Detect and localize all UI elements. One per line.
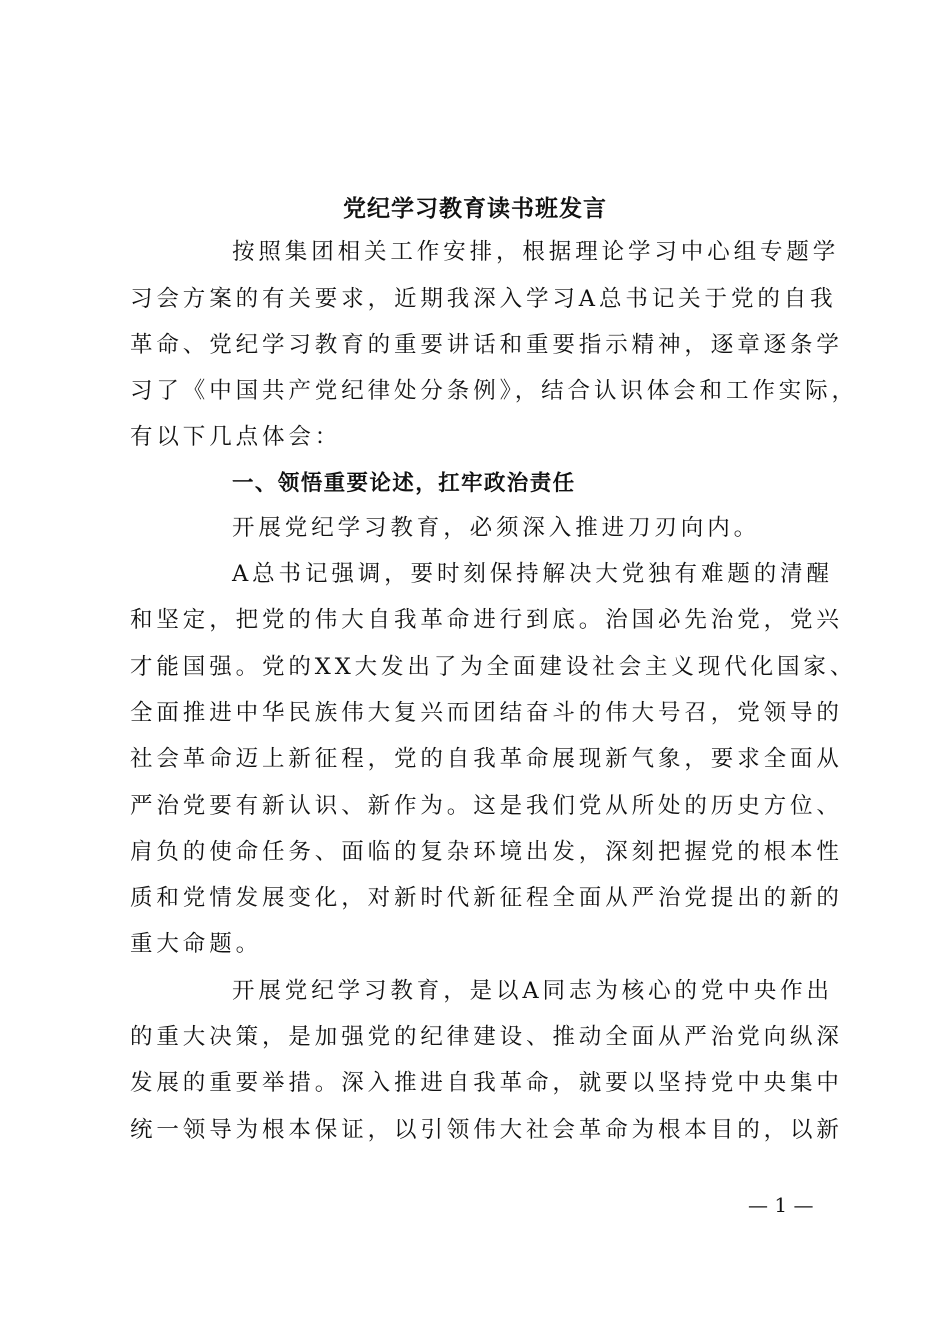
text-line: 肩负的使命任务、面临的复杂环境出发，深刻把握党的根本性 — [130, 839, 843, 865]
text-line: 的重大决策，是加强党的纪律建设、推动全面从严治党向纵深 — [130, 1024, 843, 1050]
text-line: 和坚定，把党的伟大自我革命进行到底。治国必先治党，党兴 — [130, 607, 843, 633]
text-line: 革命、党纪学习教育的重要讲话和重要指示精神，逐章逐条学 — [130, 332, 843, 358]
document-title: 党纪学习教育读书班发言 — [343, 195, 607, 222]
text-line: 重大命题。 — [130, 931, 263, 957]
text-line: 严治党要有新认识、新作为。这是我们党从所处的历史方位、 — [130, 793, 843, 819]
text-line: A总书记强调，要时刻保持解决大党独有难题的清醒 — [232, 561, 833, 587]
text-line: 开展党纪学习教育，必须深入推进刀刃向内。 — [232, 515, 761, 541]
section-heading: 一、领悟重要论述，扛牢政治责任 — [232, 471, 576, 496]
text-line: 习了《中国共产党纪律处分条例》，结合认识体会和工作实际， — [130, 378, 858, 404]
text-line: 才能国强。党的XX大发出了为全面建设社会主义现代化国家、 — [130, 654, 857, 680]
text-line: 开展党纪学习教育，是以A同志为核心的党中央作出 — [232, 978, 833, 1004]
text-line: 发展的重要举措。深入推进自我革命，就要以坚持党中央集中 — [130, 1070, 843, 1096]
text-line: 有以下几点体会： — [130, 424, 342, 450]
text-line: 统一领导为根本保证，以引领伟大社会革命为根本目的，以新 — [130, 1117, 843, 1143]
text-line: 社会革命迈上新征程，党的自我革命展现新气象，要求全面从 — [130, 746, 843, 772]
text-line: 全面推进中华民族伟大复兴而团结奋斗的伟大号召，党领导的 — [130, 700, 843, 726]
text-line: 质和党情发展变化，对新时代新征程全面从严治党提出的新的 — [130, 885, 843, 911]
text-line: 按照集团相关工作安排，根据理论学习中心组专题学 — [232, 239, 840, 265]
text-line: 习会方案的有关要求，近期我深入学习A总书记关于党的自我 — [130, 286, 837, 312]
page-number: — 1 — — [748, 1193, 814, 1217]
